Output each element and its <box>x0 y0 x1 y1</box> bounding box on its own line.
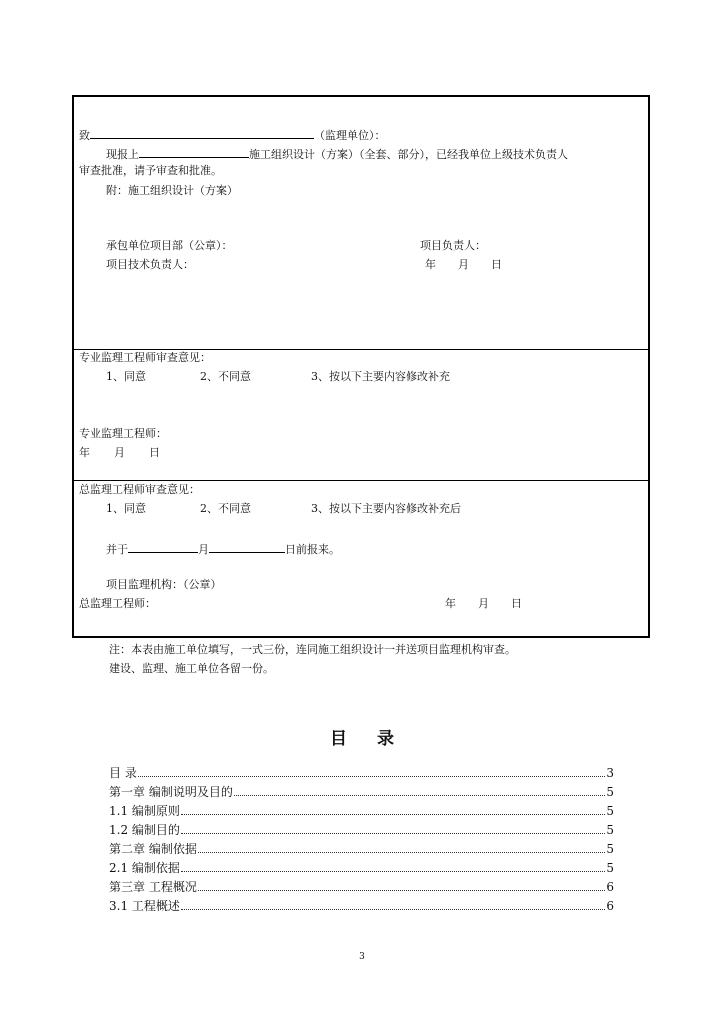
chief-option-agree[interactable]: 1、同意 <box>106 502 146 515</box>
page-number: 3 <box>359 952 365 962</box>
toc-entry-page: 5 <box>606 823 614 837</box>
specialist-signer-label: 专业监理工程师： <box>79 427 167 440</box>
toc-entry[interactable] <box>109 897 614 913</box>
attachment-line: 附：施工组织设计（方案） <box>106 184 238 197</box>
submission-date <box>425 258 502 272</box>
toc-leader-dots <box>181 814 605 815</box>
chief-review-title: 总监理工程师审查意见： <box>79 483 200 496</box>
toc-entry-page: 5 <box>606 842 614 856</box>
report-prefix: 现报上 <box>106 148 139 161</box>
toc-leader-dots <box>198 852 606 853</box>
toc-entry[interactable] <box>109 764 614 780</box>
report-line <box>106 145 568 162</box>
section-divider-1 <box>74 349 648 350</box>
toc-entry-page: 5 <box>606 861 614 875</box>
toc-leader-dots <box>181 871 605 872</box>
addressee-prefix: 致 <box>79 129 90 142</box>
toc-title: 目录 <box>330 729 424 749</box>
specialist-option-disagree[interactable]: 2、不同意 <box>200 370 251 383</box>
date-year: 年 <box>79 446 90 459</box>
toc-entry-label: 目 录 <box>109 766 137 780</box>
date-day: 日 <box>491 258 502 271</box>
form-note-line2: 建设、监理、施工单位各留一份。 <box>109 662 274 675</box>
toc-leader-dots <box>198 890 606 891</box>
toc-entry-page: 5 <box>606 785 614 799</box>
toc-entry[interactable] <box>109 802 614 818</box>
toc-entry[interactable] <box>109 859 614 875</box>
specialist-review-title: 专业监理工程师审查意见： <box>79 351 211 364</box>
toc-entry-page: 6 <box>606 880 614 894</box>
date-month: 月 <box>478 597 489 610</box>
toc-leader-dots <box>181 833 605 834</box>
toc-entry-page: 3 <box>606 766 614 780</box>
deadline-month-blank[interactable] <box>128 540 198 553</box>
toc-entry-label: 第三章 工程概况 <box>109 880 197 894</box>
chief-signer-label: 总监理工程师： <box>79 597 156 610</box>
toc-entry-label: 3.1 工程概述 <box>109 899 180 913</box>
form-note-line1: 注：本表由施工单位填写，一式三份，连同施工组织设计一并送项目监理机构审查。 <box>109 643 516 656</box>
deadline-day-blank[interactable] <box>209 540 285 553</box>
project-name-blank[interactable] <box>139 145 249 158</box>
report-line-2: 审查批准，请予审查和批准。 <box>79 164 222 177</box>
toc-entry[interactable] <box>109 783 614 799</box>
toc-entry[interactable] <box>109 840 614 856</box>
deadline-line <box>106 540 340 557</box>
specialist-date <box>79 446 160 460</box>
project-manager-label: 项目负责人： <box>420 239 486 252</box>
date-month: 月 <box>114 446 125 459</box>
date-year: 年 <box>445 597 456 610</box>
date-month: 月 <box>458 258 469 271</box>
supervision-org-label: 项目监理机构：（公章） <box>106 578 222 591</box>
deadline-month-label: 月 <box>198 543 209 556</box>
deadline-prefix: 并于 <box>106 543 128 556</box>
toc-entry-label: 2.1 编制依据 <box>109 861 180 875</box>
specialist-option-revise[interactable]: 3、按以下主要内容修改补充 <box>311 370 450 383</box>
chief-option-disagree[interactable]: 2、不同意 <box>200 502 251 515</box>
tech-lead-label: 项目技术负责人： <box>106 258 194 271</box>
toc-entry[interactable] <box>109 878 614 894</box>
addressee-suffix: （监理单位）： <box>314 129 386 142</box>
toc-leader-dots <box>181 909 605 910</box>
toc-entry-label: 1.1 编制原则 <box>109 804 180 818</box>
report-suffix: 施工组织设计（方案）（全套、部分），已经我单位上级技术负责人 <box>249 148 568 161</box>
toc-entry-page: 5 <box>606 804 614 818</box>
section-divider-2 <box>74 480 648 481</box>
addressee-line <box>79 126 386 143</box>
date-year: 年 <box>425 258 436 271</box>
date-day: 日 <box>511 597 522 610</box>
contractor-dept-label: 承包单位项目部（公章）： <box>106 239 233 252</box>
supervision-unit-blank[interactable] <box>90 126 314 139</box>
chief-date <box>445 597 522 611</box>
specialist-option-agree[interactable]: 1、同意 <box>106 370 146 383</box>
toc-entry-page: 6 <box>606 899 614 913</box>
toc-entry-label: 第二章 编制依据 <box>109 842 197 856</box>
date-day: 日 <box>149 446 160 459</box>
toc-leader-dots <box>138 776 606 777</box>
chief-option-revise[interactable]: 3、按以下主要内容修改补充后 <box>311 502 461 515</box>
deadline-suffix: 日前报来。 <box>285 543 340 556</box>
toc-leader-dots <box>234 795 606 796</box>
toc-entry[interactable] <box>109 821 614 837</box>
toc-entry-label: 第一章 编制说明及目的 <box>109 785 233 799</box>
toc-entry-label: 1.2 编制目的 <box>109 823 180 837</box>
